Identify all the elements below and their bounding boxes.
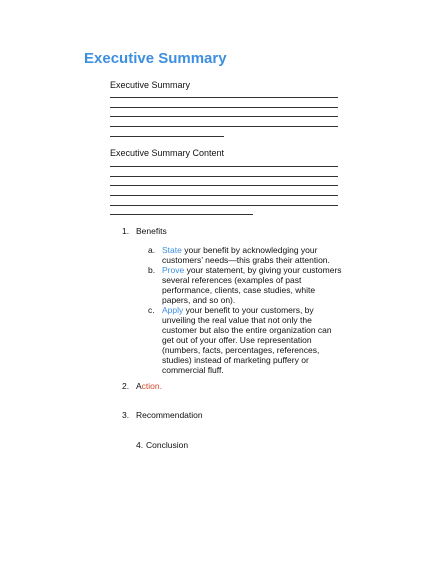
list-item-recommendation: Recommendation bbox=[136, 410, 203, 420]
blank-line bbox=[110, 185, 338, 186]
blank-line bbox=[110, 214, 253, 215]
section-heading-content: Executive Summary Content bbox=[110, 148, 225, 158]
list-number: 2. bbox=[122, 381, 130, 391]
sub-marker: b. bbox=[148, 265, 156, 275]
blank-line bbox=[110, 107, 338, 108]
blank-line bbox=[110, 126, 338, 127]
keyword: Prove bbox=[162, 265, 185, 275]
keyword: State bbox=[162, 245, 182, 255]
blank-line bbox=[110, 136, 224, 137]
blank-line bbox=[110, 97, 338, 98]
document-title: Executive Summary bbox=[84, 50, 227, 67]
list-item-benefits: Benefits bbox=[136, 226, 167, 236]
keyword: Apply bbox=[162, 305, 184, 315]
list-number: 1. bbox=[122, 226, 130, 236]
action-rest: ction. bbox=[141, 381, 162, 391]
blank-line bbox=[110, 176, 338, 177]
sub-item-text: your statement, by giving your customers several references (examples of past performance, clients, case studies, white papers, and so on). bbox=[162, 265, 342, 305]
sub-marker: c. bbox=[148, 305, 155, 315]
blank-line bbox=[110, 166, 338, 167]
sub-item-text: your benefit to your customers, by unveiling the real value that not only the customer but also the entire organization can get out of your offer. Use representation (numbers, facts, percentages, references, studies) instead of marketing puffery or commercial fluff. bbox=[162, 305, 332, 375]
blank-line bbox=[110, 116, 338, 117]
list-number: 3. bbox=[122, 410, 130, 420]
list-item-action bbox=[136, 381, 162, 391]
sub-marker: a. bbox=[148, 245, 156, 255]
list-number: 4. bbox=[136, 440, 144, 450]
blank-line bbox=[110, 195, 338, 196]
action-first-letter: A bbox=[136, 381, 142, 391]
list-item-conclusion: Conclusion bbox=[146, 440, 189, 450]
sub-item-state bbox=[162, 245, 342, 265]
sub-item-text: your benefit by acknowledging your customers’ needs—this grabs their attention. bbox=[162, 245, 330, 265]
sub-item-apply bbox=[162, 305, 342, 375]
blank-line bbox=[110, 205, 338, 206]
section-heading-summary: Executive Summary bbox=[110, 80, 191, 90]
sub-item-prove bbox=[162, 265, 342, 305]
